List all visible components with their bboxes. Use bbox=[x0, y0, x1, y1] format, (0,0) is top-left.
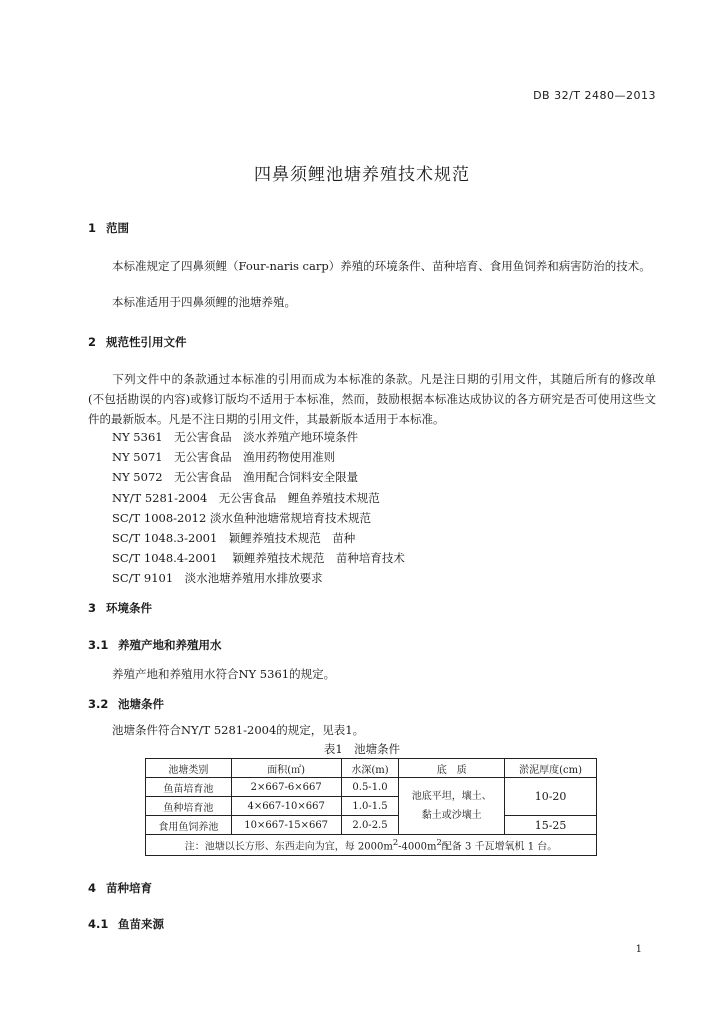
subsection-3-1-text: 养殖产地和养殖用水符合NY 5361的规定。 bbox=[112, 667, 336, 681]
reference-item: SC/T 9101 淡水池塘养殖用水排放要求 bbox=[112, 571, 323, 586]
table-cell: 1.0-1.5 bbox=[341, 797, 399, 816]
section-title: 环境条件 bbox=[106, 601, 152, 615]
pond-conditions-table bbox=[145, 758, 597, 856]
bottom-material-line: 黏土或沙壤土 bbox=[421, 810, 482, 821]
table-note bbox=[146, 835, 597, 856]
section-number: 1 bbox=[88, 221, 97, 235]
silt-thickness-cell: 15-25 bbox=[505, 816, 597, 835]
subsection-3-1-heading bbox=[88, 637, 222, 653]
subsection-number: 3.1 bbox=[88, 638, 109, 652]
column-header: 淤泥厚度(cm) bbox=[505, 759, 597, 778]
table-cell: 2×667-6×667 bbox=[231, 778, 341, 797]
table-cell: 食用鱼饲养池 bbox=[146, 816, 232, 835]
subsection-title: 养殖产地和养殖用水 bbox=[118, 638, 222, 652]
reference-item: SC/T 1048.3-2001 颖鲤养殖技术规范 苗种 bbox=[112, 531, 356, 546]
paragraph-text: 本标准适用于四鼻须鲤的池塘养殖。 bbox=[112, 295, 296, 309]
column-header: 池塘类别 bbox=[146, 759, 232, 778]
table-row bbox=[146, 816, 597, 835]
section-1-paragraph-2 bbox=[88, 292, 656, 312]
table-header-row bbox=[146, 759, 597, 778]
paragraph-text: 下列文件中的条款通过本标准的引用而成为本标准的条款。凡是注日期的引用文件，其随后所有的修改单(不包括勘误的内容)或修订版均不适用于本标准，然而，鼓励根据本标准达成协议的各方研究是否可使用这些文件的最新版本。凡是不注日期的引用文件，其最新版本适用于本标准。 bbox=[88, 372, 656, 426]
section-title: 范围 bbox=[106, 221, 129, 235]
subsection-4-1-heading bbox=[88, 916, 164, 932]
normative-reference-list bbox=[112, 427, 405, 589]
column-header: 面积(㎡) bbox=[231, 759, 341, 778]
page-number: 1 bbox=[635, 944, 642, 955]
note-text: 注：池塘以长方形、东西走向为宜，每 2000m bbox=[184, 841, 393, 853]
section-number: 2 bbox=[88, 335, 97, 349]
note-text: -4000m bbox=[398, 841, 437, 853]
section-1-heading bbox=[88, 220, 129, 236]
section-2-paragraph bbox=[88, 369, 656, 429]
table-cell: 10×667-15×667 bbox=[231, 816, 341, 835]
section-3-heading bbox=[88, 600, 152, 616]
subsection-number: 4.1 bbox=[88, 917, 109, 931]
reference-item: NY 5071 无公害食品 渔用药物使用准则 bbox=[112, 450, 336, 465]
note-text: 配备 3 千瓦增氧机 1 台。 bbox=[441, 841, 558, 853]
table-row bbox=[146, 778, 597, 797]
reference-item: SC/T 1048.4-2001 颖鲤养殖技术规范 苗种培育技术 bbox=[112, 551, 405, 566]
table-note-row bbox=[146, 835, 597, 856]
table-cell: 0.5-1.0 bbox=[341, 778, 399, 797]
section-number: 4 bbox=[88, 881, 97, 895]
section-4-heading bbox=[88, 880, 152, 896]
note-superscript: 2 bbox=[392, 837, 399, 848]
subsection-title: 鱼苗来源 bbox=[118, 917, 164, 931]
note-superscript: 2 bbox=[436, 837, 442, 848]
table-cell: 鱼种培育池 bbox=[146, 797, 232, 816]
subsection-3-2-heading bbox=[88, 696, 164, 712]
reference-item: NY 5072 无公害食品 渔用配合饲料安全限量 bbox=[112, 470, 359, 485]
section-1-paragraph-1 bbox=[88, 256, 656, 276]
subsection-title: 池塘条件 bbox=[118, 697, 164, 711]
table-caption: 表1 池塘条件 bbox=[323, 742, 401, 756]
reference-item: NY 5361 无公害食品 淡水养殖产地环境条件 bbox=[112, 430, 359, 444]
section-title: 规范性引用文件 bbox=[106, 335, 187, 349]
column-header: 水深(m) bbox=[341, 759, 399, 778]
reference-item: SC/T 1008-2012 淡水鱼种池塘常规培育技术规范 bbox=[112, 510, 371, 525]
subsection-3-2-text: 池塘条件符合NY/T 5281-2004的规定，见表1。 bbox=[112, 723, 365, 737]
reference-item: NY/T 5281-2004 无公害食品 鲤鱼养殖技术规范 bbox=[112, 490, 380, 505]
section-number: 3 bbox=[88, 601, 97, 615]
table-cell: 2.0-2.5 bbox=[341, 816, 399, 835]
column-header: 底 质 bbox=[399, 759, 505, 778]
paragraph-text: 本标准规定了四鼻须鲤（Four-naris carp）养殖的环境条件、苗种培育、食用鱼饲养和病害防治的技术。 bbox=[112, 259, 651, 273]
section-title: 苗种培育 bbox=[106, 881, 152, 895]
document-code: DB 32/T 2480—2013 bbox=[533, 89, 656, 102]
silt-thickness-cell: 10-20 bbox=[505, 778, 597, 816]
section-2-heading bbox=[88, 334, 187, 350]
subsection-number: 3.2 bbox=[88, 697, 109, 711]
bottom-material-line: 池底平坦，壤土、 bbox=[411, 791, 492, 802]
bottom-material-cell bbox=[399, 778, 505, 835]
table-cell: 4×667-10×667 bbox=[231, 797, 341, 816]
table-cell: 鱼苗培育池 bbox=[146, 778, 232, 797]
document-title: 四鼻须鲤池塘养殖技术规范 bbox=[254, 165, 470, 185]
